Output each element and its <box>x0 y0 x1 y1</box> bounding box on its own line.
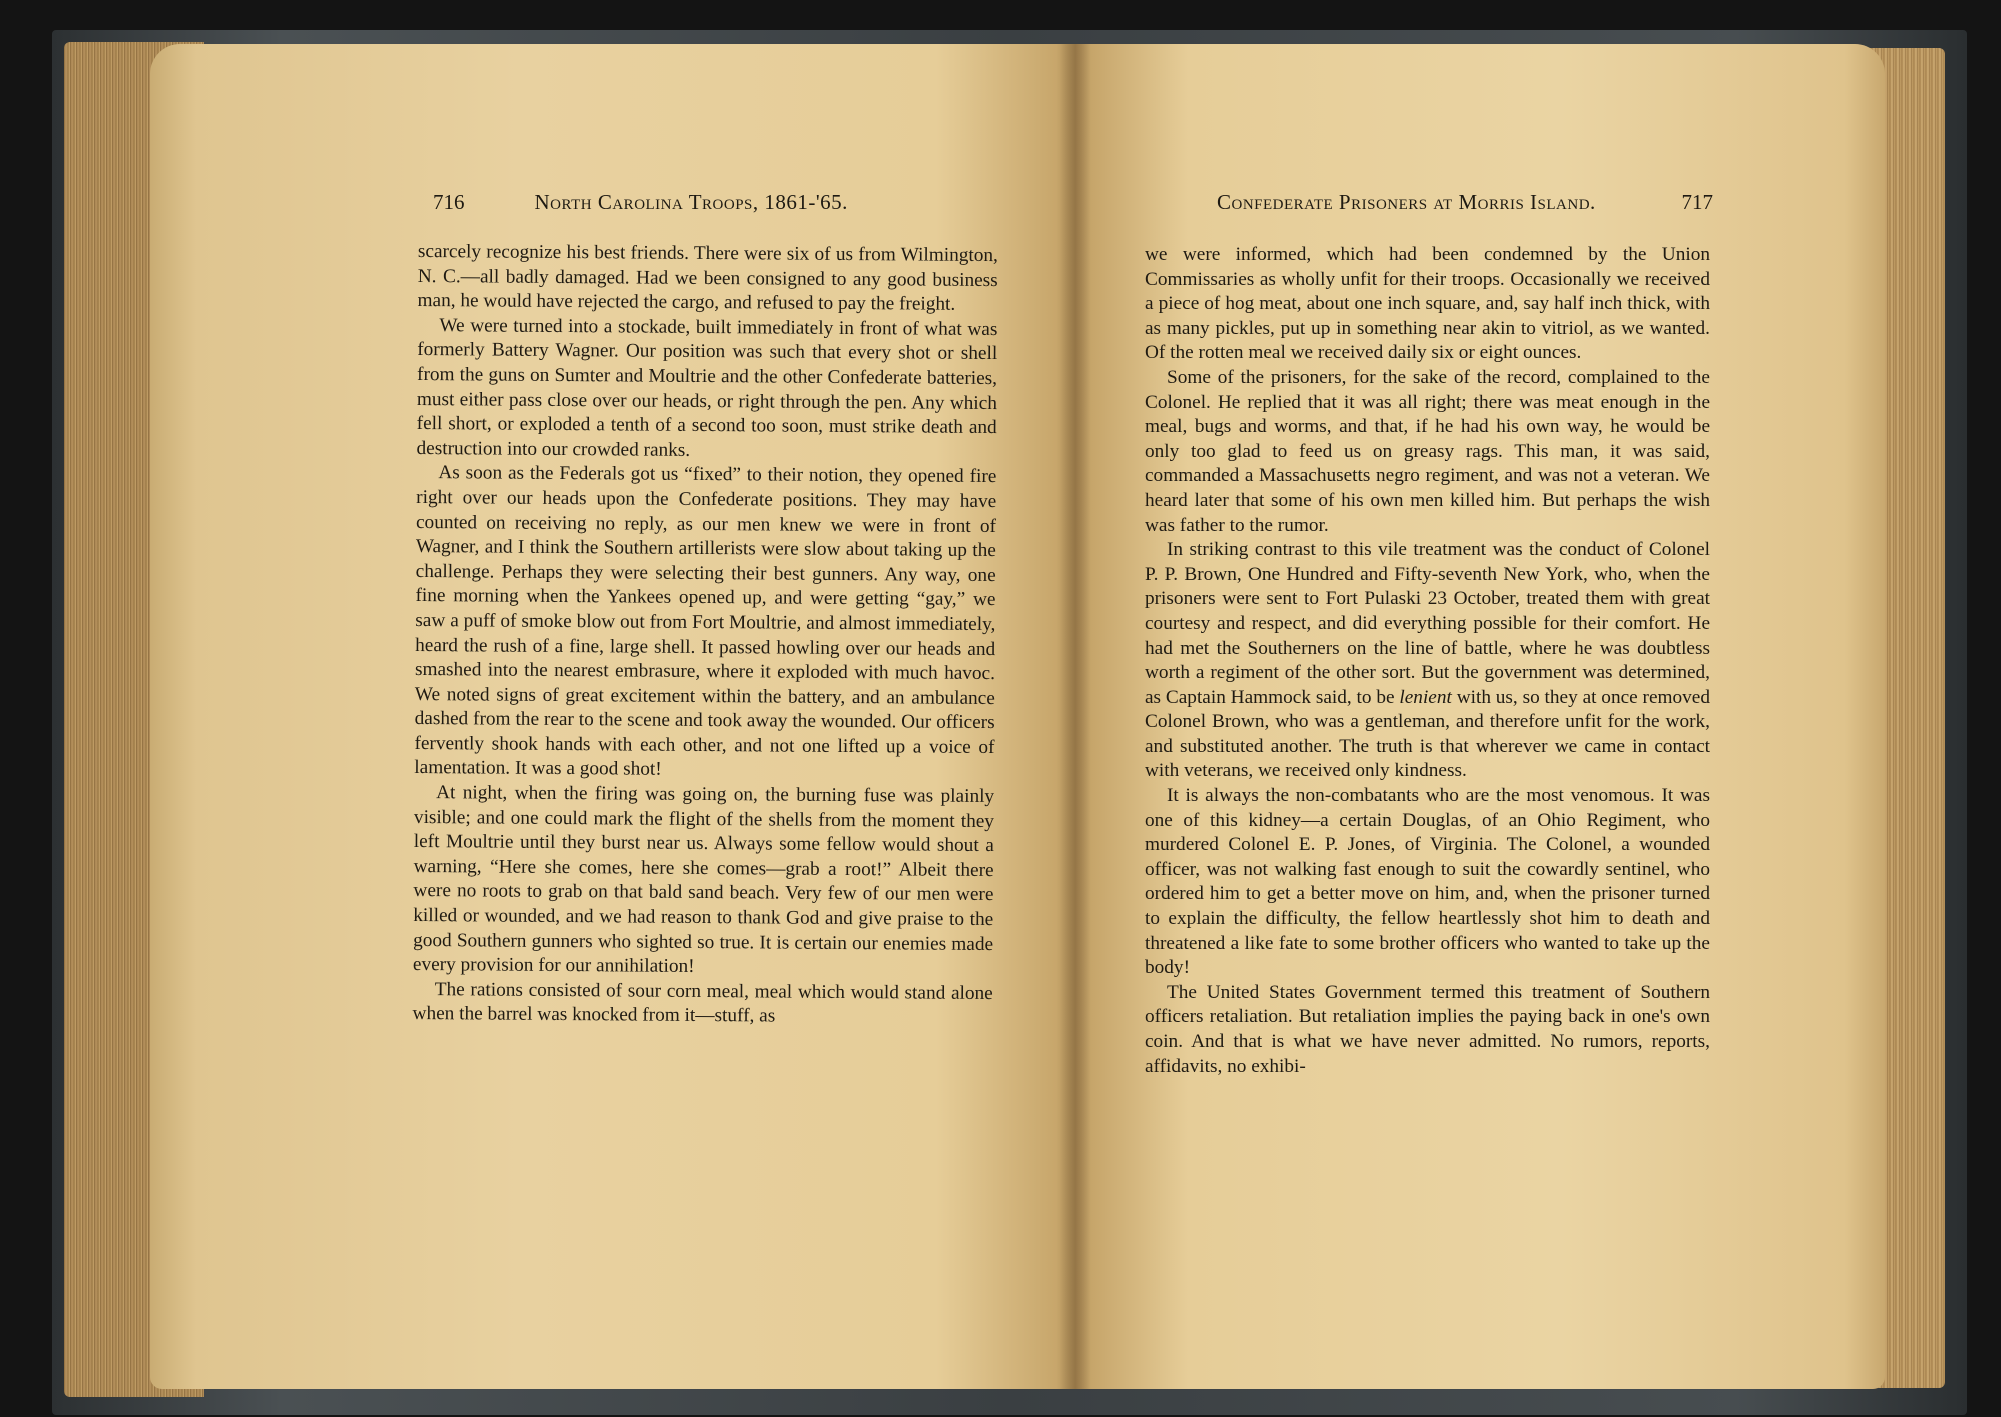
left-running-head: North Carolina Troops, 1861-'65. <box>534 190 848 214</box>
left-page-number: 716 <box>433 190 465 214</box>
left-paragraph: At night, when the firing was going on, the burning fuse was plainly visible; and one could mark the flight of the shells from the moment they left Moultrie until they burst near us. Always some fellow would shout a warning, “Here she comes, here she comes—grab a root!” Albeit there were no roots to grab on that bald sand beach. Very few of our men were killed or wounded, and we had reason to thank God and give praise to the good Southern gunners who sighted so true. It is certain our enemies made every provision for our annihilation! <box>412 782 995 978</box>
right-paragraph: It is always the non-combatants who are the most venomous. It was one of this kidney—a certain Douglas, of an Ohio Regiment, who murdered Colonel E. P. Jones, of Virginia. The Colonel, a wounded officer, was not walking fast enough to suit the cowardly sentinel, who ordered him to get a better move on him, and, when the prisoner turned to explain the difficulty, the fellow heartlessly shot him to death and threatened a like fate to some brother officers who wanted to take up the body! <box>1145 785 1710 979</box>
right-paragraph: Some of the prisoners, for the sake of the record, complained to the Colonel. He replied that it was all right; there was meat enough in the meal, bugs and worms, and that, if he had his own way, he would be only too glad to feed us on greasy rags. This man, it was said, commanded a Massachusetts negro regiment, and was not a veteran. We heard later that some of his own men killed him. But perhaps the wish was father to the rumor. <box>1145 366 1710 536</box>
italic-word: lenient <box>1399 686 1452 708</box>
left-paragraph: The rations consisted of sour corn meal, meal which would stand alone when the barrel was knocked from it—stuff, as <box>412 978 993 1027</box>
left-page-body <box>413 240 998 1031</box>
paragraph-text: In striking contrast to this vile treatment was the conduct of Colonel P. P. Brown, One Hundred and Fifty-seventh New York, who, when the prisoners were sent to Fort Pulaski 23 October, treated them with great courtesy and respect, and did everything possible for their comfort. He had met the Southerners on the line of battle, where he was doubtless worth a regiment of the other sort. But the government was determined, as Captain Hammock said, to be <box>1145 539 1710 708</box>
right-page-body <box>1145 243 1710 1079</box>
right-page-number: 717 <box>1681 190 1713 214</box>
right-paragraph <box>1145 538 1710 784</box>
paragraph-text: with us, so they at once removed Colonel Brown, who was a gentleman, and therefore unfit for the work, and substituted another. The truth is that wherever we came in contact with veterans, we received only kindness. <box>1145 686 1710 782</box>
book-gutter <box>1060 44 1090 1389</box>
right-page-header <box>1217 190 1713 215</box>
right-paragraph: we were informed, which had been condemned by the Union Commissaries as wholly unfit for their troops. Occasionally we received a piece of hog meat, about one inch square, and, say half inch thick, with as many pickles, put up in something near akin to vitriol, as we wanted. Of the rotten meal we received daily six or eight ounces. <box>1145 244 1710 364</box>
left-paragraph: scarcely recognize his best friends. There were six of us from Wilmington, N. C.—all badly damaged. Had we been consigned to any good business man, he would have rejected the cargo, and refused to pay the freight. <box>417 240 998 315</box>
right-running-head: Confederate Prisoners at Morris Island. <box>1217 190 1596 214</box>
right-paragraph: The United States Government termed this treatment of Southern officers retaliation. But retaliation implies the paying back in one's own coin. And that is what we have never admitted. No rumors, reports, affidavits, no exhibi- <box>1145 981 1710 1077</box>
left-paragraph: As soon as the Federals got us “fixed” to their notion, they opened fire right over our heads upon the Confederate positions. They may have counted on receiving no reply, as our men knew we were in front of Wagner, and I think the Southern artillerists were slow about taking up the challenge. Perhaps they were selecting their best gunners. Any way, one fine morning when the Yankees opened up, and were getting “gay,” we saw a puff of smoke blow out from Fort Moultrie, and almost immediately, heard the rush of a fine, large shell. It passed howling over our heads and smashed into the nearest embrasure, where it exploded with much havoc. We noted signs of great excitement within the battery, and an ambulance dashed from the rear to the scene and took away the wounded. Our officers fervently shook hands with each other, and not one lifted up a voice of lamentation. It was a good shot! <box>414 462 997 781</box>
left-paragraph: We were turned into a stockade, built immediately in front of what was formerly Battery Wagner. Our position was such that every shot or shell from the guns on Sumter and Moultrie and the other Confederate batteries, must either pass close over our heads, or right through the pen. Any which fell short, or exploded a tenth of a second too soon, must strike death and destruction into our crowded ranks. <box>416 314 998 461</box>
left-page-header <box>433 190 998 215</box>
